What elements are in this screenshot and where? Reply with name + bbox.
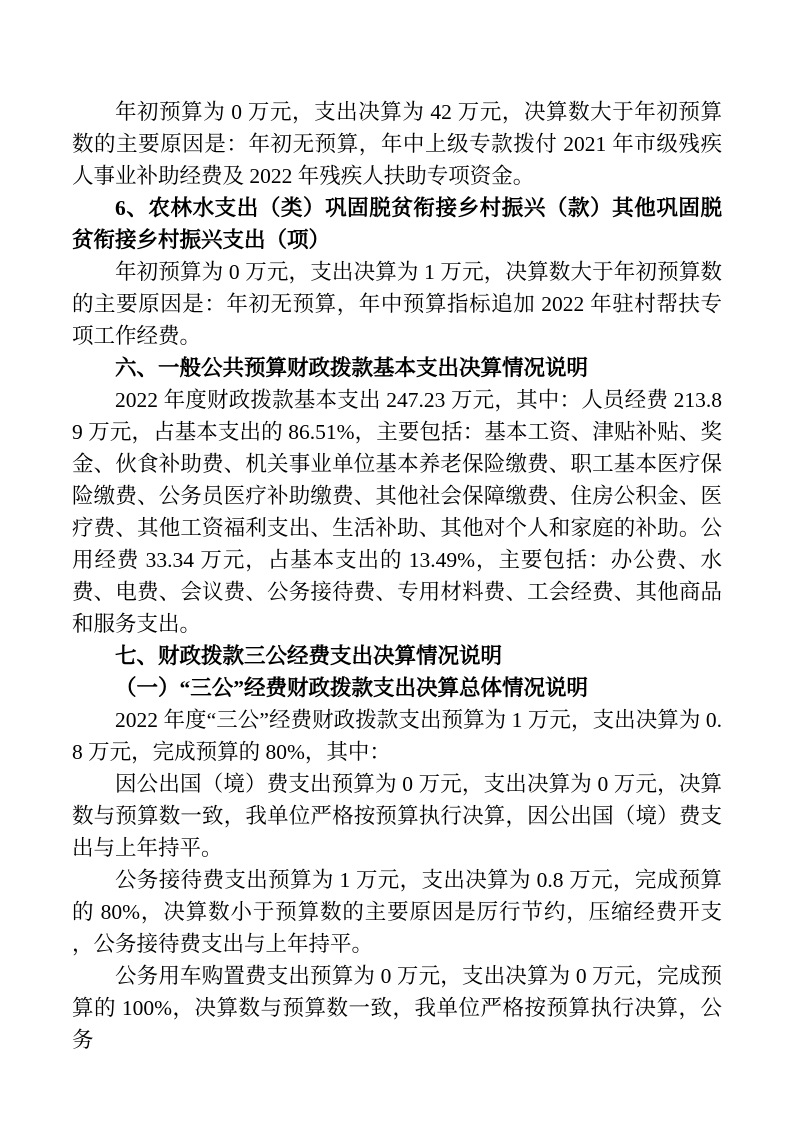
heading-paragraph: 七、财政拨款三公经费支出决算情况说明: [115, 644, 503, 668]
body-paragraph: 年初预算为 0 万元，支出决算为 1 万元，决算数大于年初预算数的主要原因是：年初无预算，年中预算指标追加 2022 年驻村帮扶专项工作经费。: [72, 260, 722, 348]
body-paragraph: 2022 年度“三公”经费财政拨款支出预算为 1 万元，支出决算为 0.8 万元，完成预算的 80%，其中：: [72, 708, 722, 764]
heading-paragraph: 6、农林水支出（类）巩固脱贫衔接乡村振兴（款）其他巩固脱贫衔接乡村振兴支出（项）: [72, 196, 722, 252]
body-paragraph: 因公出国（境）费支出预算为 0 万元，支出决算为 0 万元，决算数与预算数一致，我单位严格按预算执行决算，因公出国（境）费支出与上年持平。: [72, 772, 722, 860]
document-body: [72, 96, 722, 1056]
body-paragraph: 公务用车购置费支出预算为 0 万元，支出决算为 0 万元，完成预算的 100%，决算数与预算数一致，我单位严格按预算执行决算，公务: [72, 964, 722, 1052]
body-paragraph: 公务接待费支出预算为 1 万元，支出决算为 0.8 万元，完成预算的 80%，决算数小于预算数的主要原因是厉行节约，压缩经费开支 ，公务接待费支出与上年持平。: [72, 868, 722, 956]
heading-paragraph: （一）“三公”经费财政拨款支出决算总体情况说明: [115, 676, 589, 700]
heading-paragraph: 六、一般公共预算财政拨款基本支出决算情况说明: [115, 356, 589, 380]
body-paragraph: 2022 年度财政拨款基本支出 247.23 万元，其中：人员经费 213.89 万元，占基本支出的 86.51%，主要包括：基本工资、津贴补贴、奖金、伙食补助费、机关事业单位基本养老保险缴费、职工基本医疗保险缴费、公务员医疗补助缴费、其他社会保障缴费、住房公积金、医疗费、其他工资福利支出、生活补助、其他对个人和家庭的补助。公用经费 33.34 万元，占基本支出的 13.49%，主要包括：办公费、水费、电费、会议费、公务接待费、专用材料费、工会经费、其他商品和服务支出。: [72, 388, 722, 636]
body-paragraph: 年初预算为 0 万元，支出决算为 42 万元，决算数大于年初预算数的主要原因是：年初无预算，年中上级专款拨付 2021 年市级残疾人事业补助经费及 2022 年残疾人扶助专项资金。: [72, 100, 722, 188]
